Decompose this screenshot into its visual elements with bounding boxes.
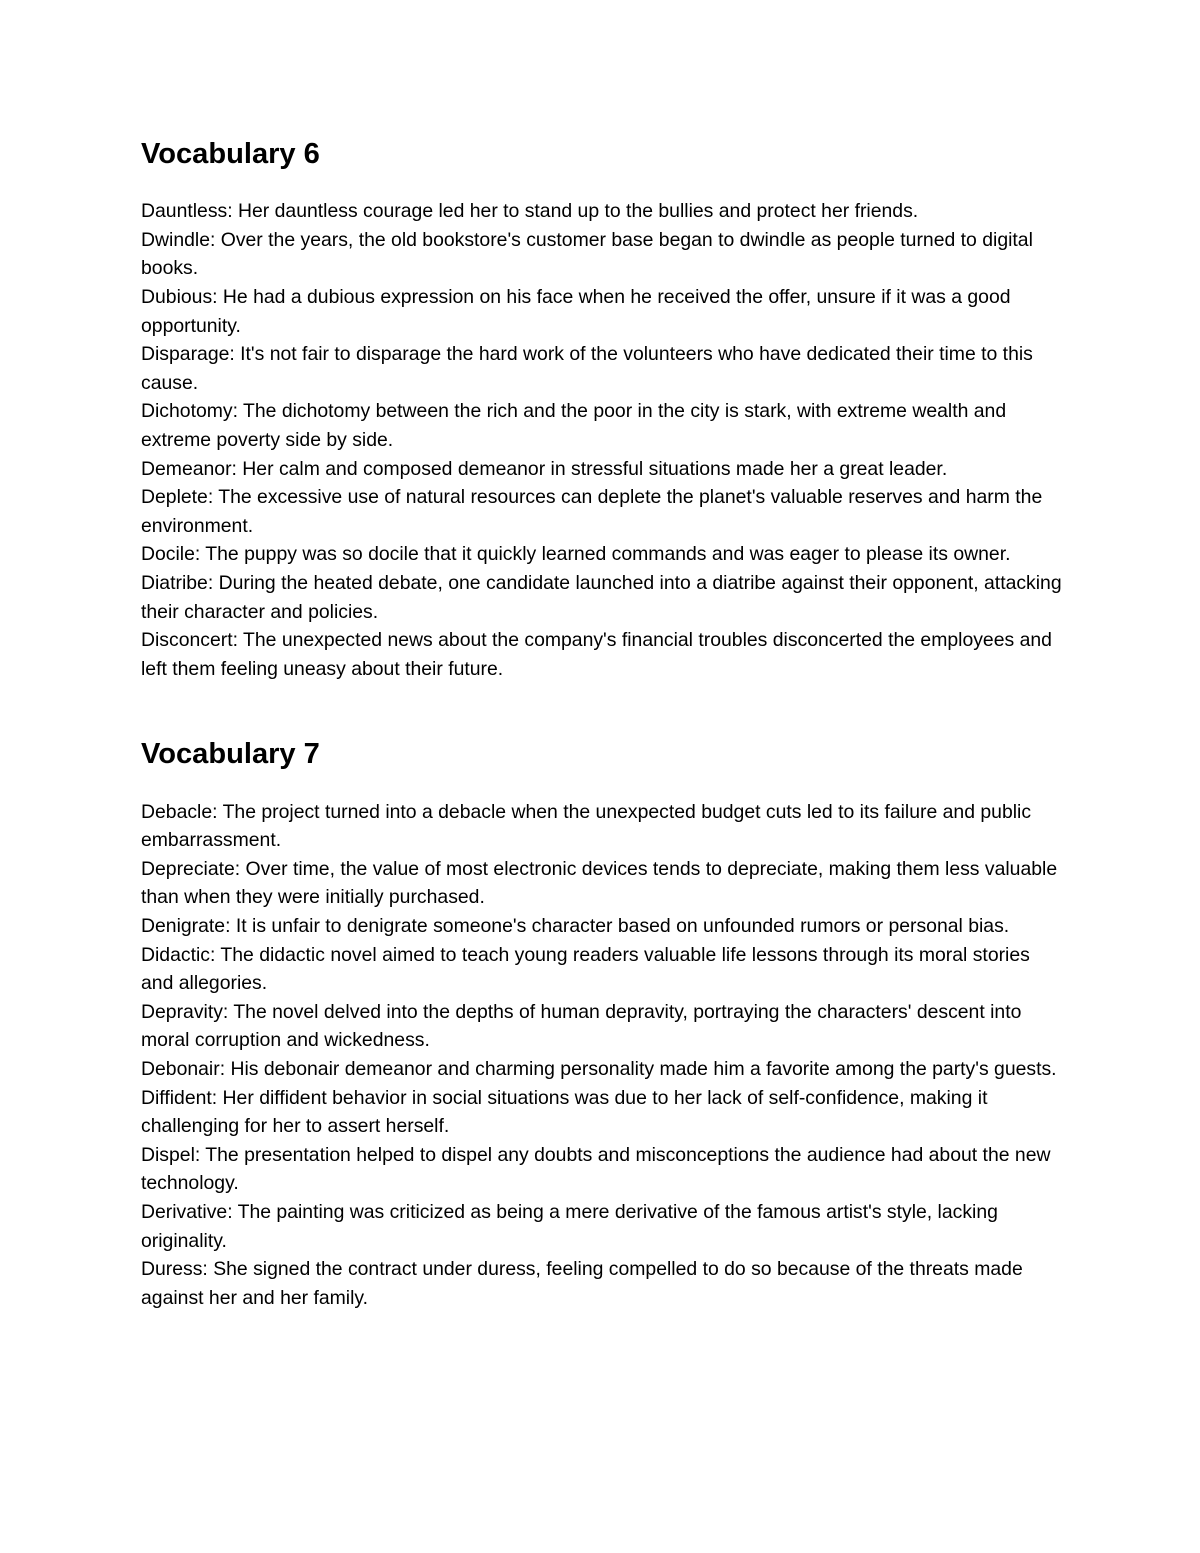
vocab-entry-denigrate: Denigrate: It is unfair to denigrate someone's character based on unfounded rumors or personal bias.	[141, 915, 1010, 938]
vocab-entry-dubious: Dubious: He had a dubious expression on his face when he received the offer, unsure if it was a good opportunity.	[141, 285, 1011, 337]
vocabulary-7-list	[141, 798, 1066, 1313]
vocab-entry-diffident: Diffident: Her diffident behavior in social situations was due to her lack of self-confidence, making it challenging for her to assert herself.	[141, 1086, 988, 1138]
vocab-entry-dichotomy: Dichotomy: The dichotomy between the rich and the poor in the city is stark, with extreme wealth and extreme poverty side by side.	[141, 400, 1007, 451]
vocab-entry-disparage: Disparage: It's not fair to disparage the hard work of the volunteers who have dedicated their time to this cause.	[141, 343, 1033, 394]
vocab-entry-disconcert: Disconcert: The unexpected news about the company's financial troubles disconcerted the employees and left them feeling uneasy about their future.	[141, 629, 1052, 680]
vocab-entry-derivative: Derivative: The painting was criticized as being a mere derivative of the famous artist's style, lacking originality.	[141, 1200, 998, 1252]
vocab-entry-dauntless: Dauntless: Her dauntless courage led her to stand up to the bullies and protect her friends.	[141, 200, 919, 223]
section-title-vocabulary-7: Vocabulary 7	[141, 738, 320, 771]
vocab-entry-diatribe: Diatribe: During the heated debate, one candidate launched into a diatribe against their opponent, attacking their character and policies.	[141, 571, 1062, 623]
section-title-vocabulary-6: Vocabulary 6	[141, 138, 320, 170]
vocab-entry-demeanor: Demeanor: Her calm and composed demeanor in stressful situations made her a great leader.	[141, 457, 948, 480]
vocab-entry-depreciate: Depreciate: Over time, the value of most electronic devices tends to depreciate, making them less valuable than when they were initially purchased.	[141, 857, 1058, 909]
vocabulary-6-list	[141, 197, 1066, 683]
vocab-entry-dispel: Dispel: The presentation helped to dispel any doubts and misconceptions the audience had about the new technology.	[141, 1143, 1051, 1195]
vocab-entry-duress: Duress: She signed the contract under duress, feeling compelled to do so because of the threats made against her and her family.	[141, 1258, 1023, 1309]
document-page	[141, 140, 1066, 1312]
vocab-entry-debacle: Debacle: The project turned into a debacle when the unexpected budget cuts led to its failure and public embarrassment.	[141, 800, 1032, 852]
vocab-entry-debonair: Debonair: His debonair demeanor and charming personality made him a favorite among the party's guests.	[141, 1058, 1057, 1080]
vocab-entry-docile: Docile: The puppy was so docile that it quickly learned commands and was eager to please its owner.	[141, 543, 1011, 566]
vocab-entry-dwindle: Dwindle: Over the years, the old bookstore's customer base began to dwindle as people turned to digital books.	[141, 228, 1033, 280]
vocab-entry-didactic: Didactic: The didactic novel aimed to teach young readers valuable life lessons through its moral stories and allegories.	[141, 943, 1030, 995]
vocab-entry-deplete: Deplete: The excessive use of natural resources can deplete the planet's valuable reserves and harm the environment.	[141, 486, 1043, 537]
vocab-entry-depravity: Depravity: The novel delved into the depths of human depravity, portraying the characters' descent into moral corruption and wickedness.	[141, 1000, 1022, 1052]
